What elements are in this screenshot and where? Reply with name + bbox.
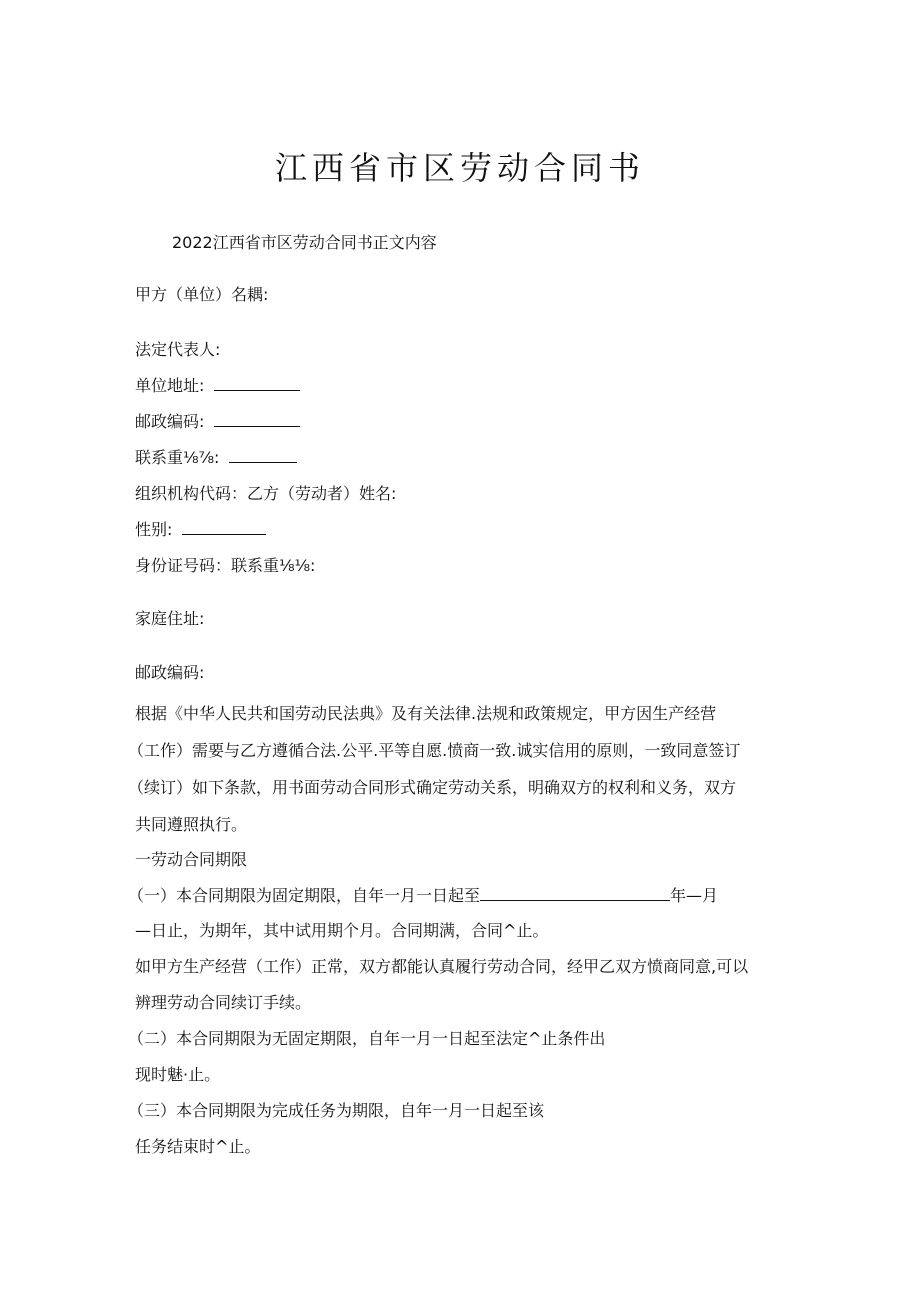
intro-line-1: 根据《中华人民共和国劳动民法典》及有关法律.法规和政策规定，甲方因生产经营	[135, 704, 717, 723]
field-gender-row	[135, 519, 266, 541]
intro-line-3: （续订）如下条款，用书面劳动合同形式确定劳动关系，明确双方的权利和义务，双方	[128, 778, 737, 797]
field-unit-address-row	[135, 375, 300, 397]
field-postal-code-a-label: 邮政编码:	[135, 412, 205, 431]
field-postal-code-a-row	[135, 411, 300, 433]
field-postal-code-b: 邮政编码:	[135, 663, 205, 682]
term-1-line-a	[128, 885, 718, 907]
term-2-line-b: 现时魅·止。	[135, 1065, 221, 1084]
term-1-end-date-blank	[480, 885, 670, 901]
field-phone-a-label: 联系重⅛⅞:	[135, 448, 220, 467]
document-title: 江西省市区劳动合同书	[274, 149, 645, 187]
postal-code-a-blank	[214, 411, 300, 427]
gender-blank	[182, 519, 266, 535]
field-id-phone: 身份证号码：联系重⅛⅛:	[135, 556, 316, 575]
document-subtitle: 2022江西省市区劳动合同书正文内容	[172, 233, 437, 252]
term-1-line-b: —日止，为期年，其中试用期个月。合同期满，合同^止。	[135, 921, 549, 940]
phone-a-blank	[229, 447, 297, 463]
term-1-line-a-pre: （一）本合同期限为固定期限，自年一月一日起至	[128, 886, 481, 905]
term-2-line-a: （二）本合同期限为无固定期限，自年一月一日起至法定^止条件出	[128, 1029, 606, 1048]
field-phone-a-row	[135, 447, 297, 469]
term-3-line-a: （三）本合同期限为完成任务为期限，自年一月一日起至该	[128, 1101, 545, 1120]
intro-line-2: （工作）需要与乙方遵循合法.公平.平等自愿.愤商一致.诚实信用的原则，一致同意签订	[128, 741, 741, 760]
term-1-line-a-post: 年—月	[670, 886, 719, 905]
field-org-code-party-b: 组织机构代码：乙方（劳动者）姓名:	[135, 484, 397, 503]
field-party-a-name: 甲方（单位）名耦:	[135, 285, 269, 304]
field-gender-label: 性别:	[135, 520, 173, 539]
term-3-line-b: 任务结束时^止。	[135, 1137, 261, 1156]
intro-line-4: 共同遵照执行。	[135, 815, 248, 834]
field-legal-rep: 法定代表人:	[135, 340, 221, 359]
field-home-address: 家庭住址:	[135, 609, 205, 628]
unit-address-blank	[214, 375, 300, 391]
term-1-line-d: 辨理劳动合同续订手续。	[135, 993, 312, 1012]
field-unit-address-label: 单位地址:	[135, 376, 205, 395]
term-1-line-c: 如甲方生产经营（工作）正常，双方都能认真履行劳动合同，经甲乙双方愤商同意,可以	[135, 957, 749, 976]
section-heading-contract-term: 一劳动合同期限	[135, 850, 248, 869]
